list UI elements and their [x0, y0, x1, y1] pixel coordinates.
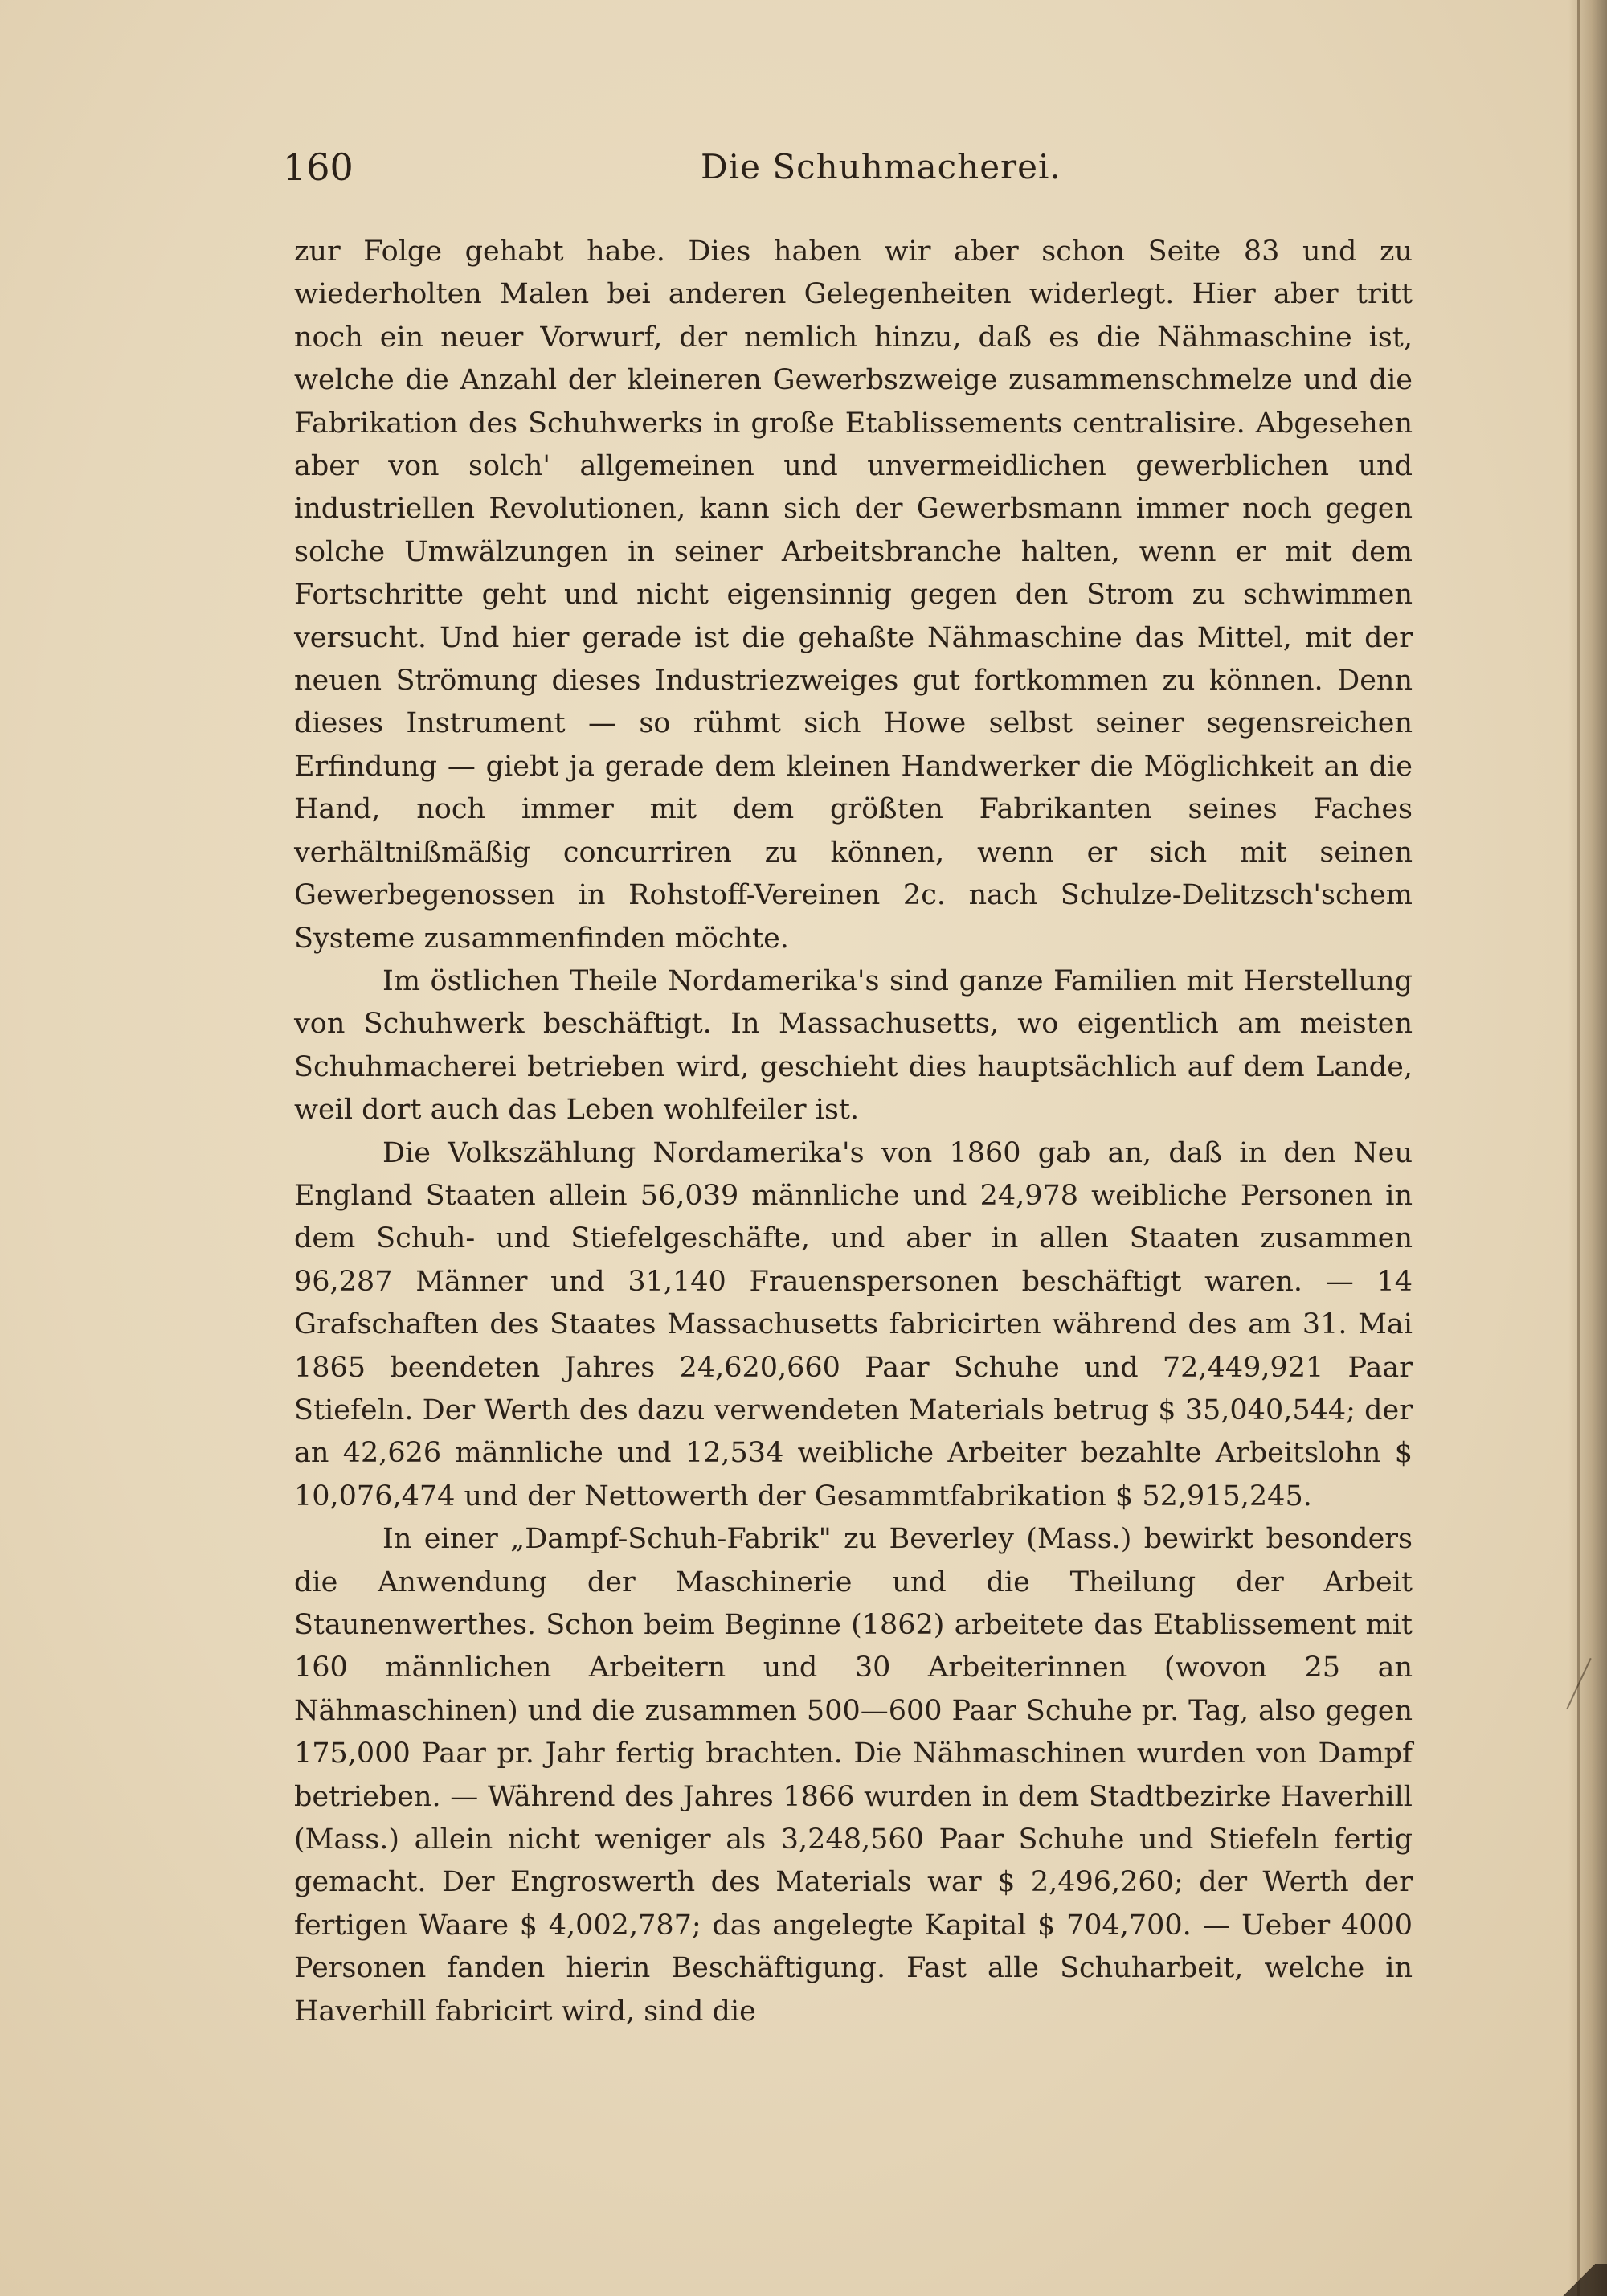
- paragraph-2: Im östlichen Theile Nordamerika's sind ganze Familien mit Herstellung von Schuhwerk beschäftigt. In Massachusetts, wo eigentlich am meisten Schuhmacherei betrieben wird, geschieht dies hauptsächlich auf dem Lande, weil dort auch das Leben wohlfeiler ist.: [294, 964, 1413, 1127]
- paragraph-4: In einer „Dampf-Schuh-Fabrik" zu Beverley (Mass.) bewirkt besonders die Anwendung der Maschinerie und die Theilung der Arbeit Staunenwerthes. Schon beim Beginne (1862) arbeitete das Etablissement mit 160 männlichen Arbeitern und 30 Arbeiterinnen (wovon 25 an Nähmaschinen) und die zusammen 500—600 Paar Schuhe pr. Tag, also gegen 175,000 Paar pr. Jahr fertig brachten. Die Nähmaschinen wurden von Dampf betrieben. — Während des Jahres 1866 wurden in dem Stadtbezirke Haverhill (Mass.) allein nicht weniger als 3,248,560 Paar Schuhe und Stiefeln fertig gemacht. Der Engroswerth des Materials war $ 2,496,260; der Werth der fertigen Waare $ 4,002,787; das angelegte Kapital $ 704,700. — Ueber 4000 Personen fanden hierin Beschäftigung. Fast alle Schuharbeit, welche in Haverhill fabricirt wird, sind die: [294, 1523, 1413, 2028]
- page-header: [283, 143, 1416, 199]
- paragraph-3: Die Volkszählung Nordamerika's von 1860 gab an, daß in den Neu England Staaten allein 56,039 männliche und 24,978 weibliche Personen in dem Schuh- und Stiefelgeschäfte, und aber in allen Staaten zusammen 96,287 Männer und 31,140 Frauenspersonen beschäftigt waren. — 14 Grafschaften des Staates Massachusetts fabricirten während des am 31. Mai 1865 beendeten Jahres 24,620,660 Paar Schuhe und 72,449,921 Paar Stiefeln. Der Werth des dazu verwendeten Materials betrug $ 35,040,544; der an 42,626 männliche und 12,534 weibliche Arbeiter bezahlte Arbeitslohn $ 10,076,474 und der Nettowerth der Gesammtfabrikation $ 52,915,245.: [294, 1136, 1413, 1512]
- body-text: [294, 231, 1413, 2033]
- page-corner: [1551, 2264, 1607, 2296]
- page-edge-line: [1577, 0, 1580, 2296]
- page-number: 160: [283, 145, 354, 189]
- page-edge-shadow: [1568, 0, 1607, 2296]
- running-title: Die Schuhmacherei.: [701, 147, 1061, 186]
- paragraph-1: zur Folge gehabt habe. Dies haben wir aber schon Seite 83 und zu wiederholten Malen bei anderen Gelegenheiten widerlegt. Hier aber tritt noch ein neuer Vorwurf, der nemlich hinzu, daß es die Nähmaschine ist, welche die Anzahl der kleineren Gewerbszweige zusammenschmelze und die Fabrikation des Schuhwerks in große Etablissements centralisire. Abgesehen aber von solch' allgemeinen und unvermeidlichen gewerblichen und industriellen Revolutionen, kann sich der Gewerbsmann immer noch gegen solche Umwälzungen in seiner Arbeitsbranche halten, wenn er mit dem Fortschritte geht und nicht eigensinnig gegen den Strom zu schwimmen versucht. Und hier gerade ist die gehaßte Nähmaschine das Mittel, mit der neuen Strömung dieses Industriezweiges gut fortkommen zu können. Denn dieses Instrument — so rühmt sich Howe selbst seiner segensreichen Erfindung — giebt ja gerade dem kleinen Handwerker die Möglichkeit an die Hand, noch immer mit dem größten Fabrikanten seines Faches verhältnißmäßig concurriren zu können, wenn er sich mit seinen Gewerbegenossen in Rohstoff-Vereinen 2c. nach Schulze-Delitzsch'schem Systeme zusammenfinden möchte.: [294, 235, 1413, 955]
